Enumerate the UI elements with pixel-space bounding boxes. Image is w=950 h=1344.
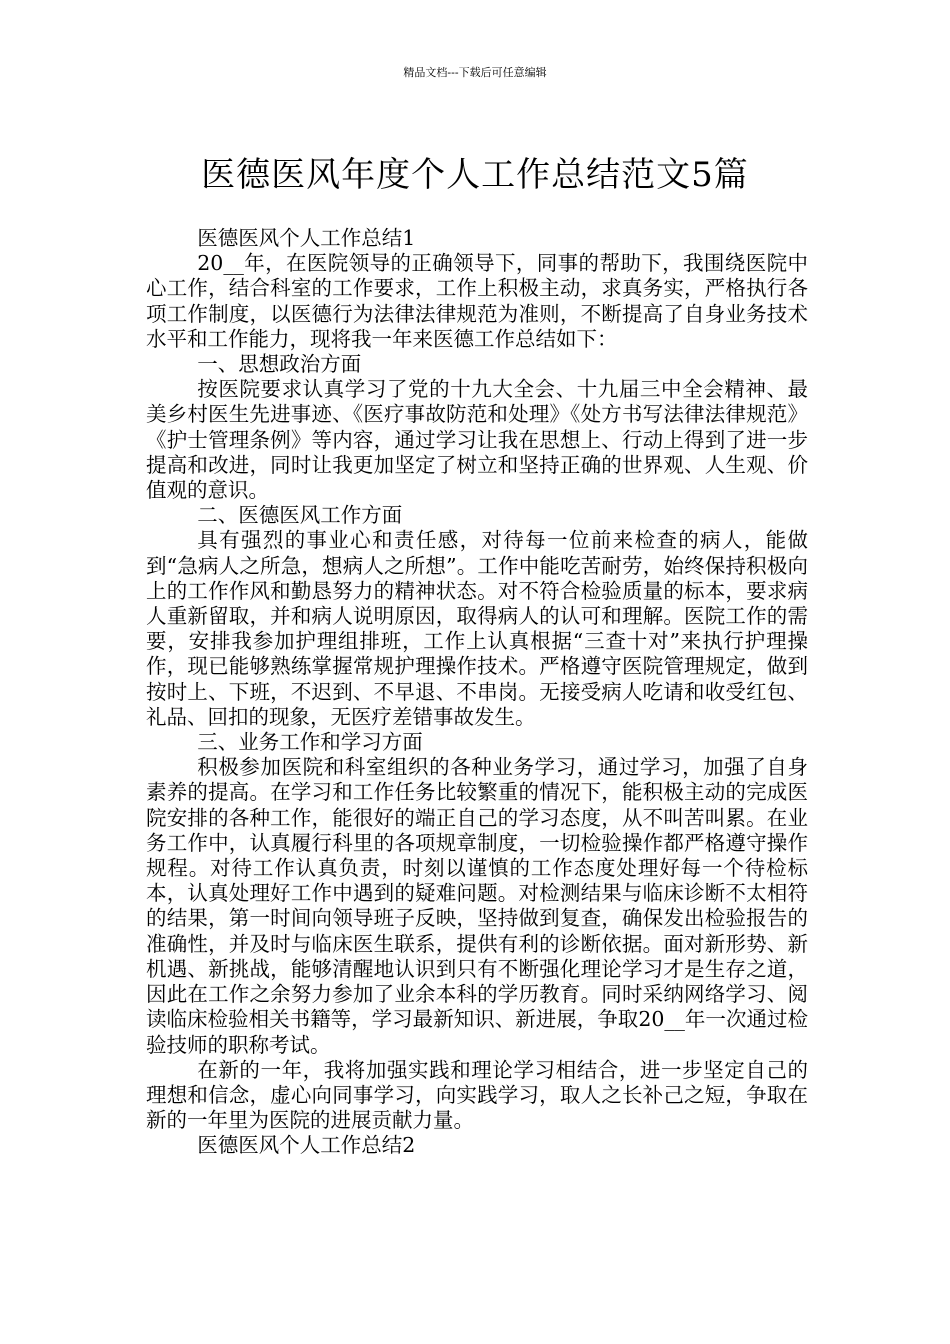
paragraph: 在新的一年，我将加强实践和理论学习相结合，进一步坚定自己的理想和信念，虚心向同事学习，向实践学习，取人之长补己之短，争取在新的一年里为医院的进展贡献力量。: [146, 1057, 808, 1133]
subsection-heading: 二、医德医风工作方面: [197, 503, 403, 528]
subsection-heading: 一、思想政治方面: [197, 352, 362, 377]
document-title: 医德医风年度个人工作总结范文5篇: [201, 154, 749, 195]
paragraph: 20__年，在医院领导的正确领导下，同事的帮助下，我围绕医院中心工作，结合科室的工作要求，工作上积极主动，求真务实，严格执行各项工作制度，以医德行为法律法律规范为准则，不断提高了自身业务技术水平和工作能力，现将我一年来医德工作总结如下：: [146, 251, 808, 351]
paragraph: 具有强烈的事业心和责任感，对待每一位前来检查的病人，能做到“急病人之所急，想病人之所想”。工作中能吃苦耐劳，始终保持积极向上的工作作风和勤恳努力的精神状态。对不符合检验质量的标本，要求病人重新留取，并和病人说明原因，取得病人的认可和理解。医院工作的需要，安排我参加护理组排班，工作上认真根据“三查十对”来执行护理操作，现已能够熟练掌握常规护理操作技术。严格遵守医院管理规定，做到按时上、下班，不迟到、不早退、不串岗。无接受病人吃请和收受红包、礼品、回扣的现象，无医疗差错事故发生。: [146, 528, 808, 729]
document-body: [146, 226, 808, 1159]
paragraph: 积极参加医院和科室组织的各种业务学习，通过学习，加强了自身素养的提高。在学习和工作任务比较繁重的情况下，能积极主动的完成医院安排的各种工作，能很好的端正自己的学习态度，从不叫苦叫累。在业务工作中，认真履行科里的各项规章制度，一切检验操作都严格遵守操作规程。对待工作认真负责，时刻以谨慎的工作态度处理好每一个待检标本，认真处理好工作中遇到的疑难问题。对检测结果与临床诊断不太相符的结果，第一时间向领导班子反映，坚持做到复查，确保发出检验报告的准确性，并及时与临床医生联系，提供有利的诊断依据。面对新形势、新机遇、新挑战，能够清醒地认识到只有不断强化理论学习才是生存之道，因此在工作之余努力参加了业余本科的学历教育。同时采纳网络学习、阅读临床检验相关书籍等，学习最新知识、新进展，争取20__年一次通过检验技师的职称考试。: [146, 755, 808, 1057]
section-heading: 医德医风个人工作总结1: [197, 226, 416, 250]
paragraph: 按医院要求认真学习了党的十九大全会、十九届三中全会精神、最美乡村医生先进事迹、《医疗事故防范和处理》《处方书写法律法律规范》《护士管理条例》等内容，通过学习让我在思想上、行动上得到了进一步提高和改进，同时让我更加坚定了树立和坚持正确的世界观、人生观、价值观的意识。: [146, 377, 808, 503]
header-note: 精品文档---下载后可任意编辑: [403, 66, 547, 79]
subsection-heading: 三、业务工作和学习方面: [197, 730, 423, 755]
section-heading: 医德医风个人工作总结2: [197, 1133, 416, 1158]
